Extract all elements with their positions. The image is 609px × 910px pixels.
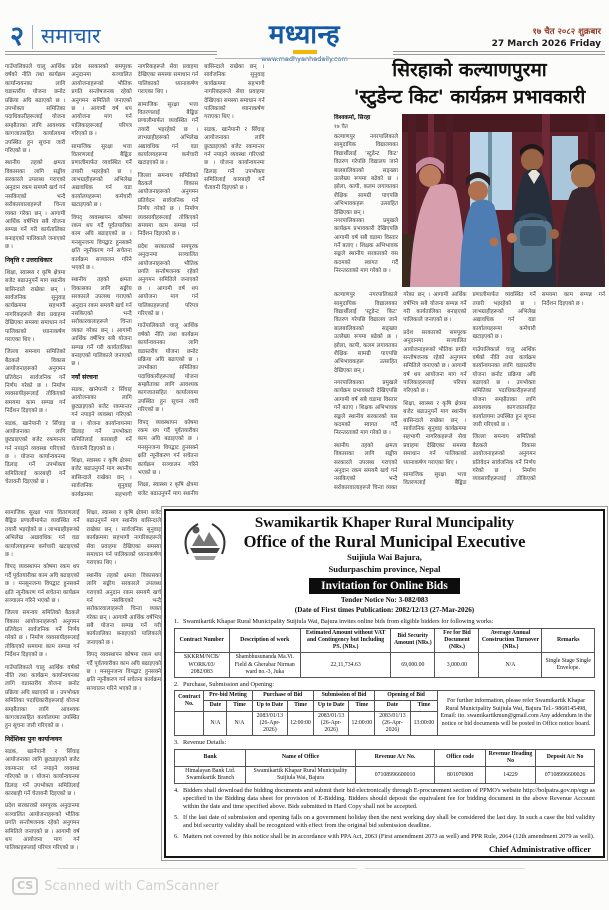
body-paragraph: गाउँपालिकाले चालु आर्थिक वर्षको नीति तथा कार्यक्रम कार्यान्वयनका लागि वडास्तरीय योजना छनोट प्रक्रिया अघि बढाएको छ । उपभोक्ता समितिका पदाधिकारीहरूलाई योजना सम्झौताका लागि आवश्यक कागजातसहित कार्यालयमा उपस्थित हुन सूचना जारी गरिएको छ । (137, 323, 199, 414)
publication-date: (Date of First times Publication: 2082/12/13 (27-Mar-2026) (294, 605, 475, 614)
article-paragraph: नगरपालिकाका प्रमुखले कार्यक्रम प्रभावकारी देखिएपछि आगामी वर्ष सबै वडामा विस्तार गर्ने बताए । शिक्षक अभिभावक सङ्घले स्थानीय सरकारको यस कदमको स्वागत गर्दै निरन्तरताको माग गरेको छ । (334, 217, 398, 275)
item-text: Purchase, Submission and Opening: (183, 680, 274, 688)
col-header: Average Annual Construction Turnover (NRs.) (479, 628, 542, 653)
body-subhead: नयाँ संरचना (71, 373, 98, 381)
body-paragraph: शिक्षा, स्वास्थ्य र कृषि क्षेत्रमा बजेट बढाउनुपर्ने माग स्थानीय बासिन्दाले राखेका छन् । सार्वजनिक सुनुवाइ कार्यक्रममा सहभागी नागरिकहरूले सेवा प्रवाहमा देखिएका समस्या समाधान गर्न पालिकाको ध्यानाकर्षण गराएका थिए । (5, 269, 66, 344)
camscanner-watermark (12, 877, 219, 895)
item-text: If the last date of submission and opening falls on a government holiday then the next working day shall be considered the last day. In such a case the bid validity and bid security validity shall be recognized with effect from the original bid submission deadline. (183, 813, 595, 830)
item-number: 6. (174, 832, 179, 840)
article-paragraph: गाउँपालिकाले चालु आर्थिक वर्षको नीति तथा कार्यक्रम कार्यान्वयनका लागि वडास्तरीय योजना छनोट प्रक्रिया अघि बढाएको छ । उपभोक्ता समितिका पदाधिकारीहरूलाई योजना सम्झौताका लागि आवश्यक कागजातसहित कार्यालयमा उपस्थित हुन सूचना जारी गरिएको छ । (472, 346, 536, 429)
col-header: Remarks (542, 628, 595, 653)
header-divider (32, 25, 33, 49)
table-header-row (175, 749, 595, 766)
body-paragraph: शिक्षा, स्वास्थ्य र कृषि क्षेत्रमा बजेट बढाउनुपर्ने माग स्थानीय बासिन्दाले राखेका छन् । सार्वजनिक सुनुवाइ कार्यक्रममा सहभागी नागरिकहरूले सेवा प्रवाहमा देखिएका समस्या समाधान गर्न पालिकाको ध्यानाकर्षण गराएका थिए । (137, 64, 265, 497)
cell-revenue-heading: 14229 (485, 766, 535, 783)
headline-line-1: सिरहाको कल्याणपुरमा (392, 59, 547, 81)
date-english: 27 March 2026 Friday (491, 38, 601, 49)
revenue-table (174, 749, 595, 785)
item-number: 3. (174, 738, 179, 746)
page-section-label (10, 23, 101, 50)
section-title: समाचार (41, 24, 101, 48)
notice-banner: Invitation for Online Bids (309, 578, 460, 594)
body-paragraph: जिल्ला समन्वय समितिको बैठकले विकास आयोजनाहरूको अनुगमन प्रतिवेदन सार्वजनिक गर्ने निर्णय गरेको छ । निर्माण व्यवसायीहरूलाई तोकिएको समयमा काम सम्पन्न गर्न निर्देशन दिइएको छ । (5, 349, 66, 415)
col-header: Bid Security Amount (NRs.) (391, 628, 435, 653)
article-paragraph: कल्याणपुर नगरपालिकाले सामुदायिक विद्यालयका विद्यार्थीलाई 'स्टुडेन्ट किट' वितरण गरेपछि विद्यालय जाने बालबालिकाको सङ्ख्या उल्लेख्य रूपमा बढेको छ । झोला, कापी, कलम लगायतका शैक्षिक सामग्री पाएपछि अभिभावकहरू उत्साहित देखिएका छन् । (334, 292, 398, 374)
col-group-header: Opening of Bid (375, 691, 438, 701)
item-number: 5. (174, 813, 179, 821)
article-paragraph: सामाजिक सुरक्षा भत्ता वितरणलाई बैङ्किङ प्रणालीमार्फत व्यवस्थित गर्ने तयारी भइरहेको छ । लाभग्राहीहरूको अभिलेख अद्यावधिक गर्न वडा कार्यालयहरूमा कर्मचारी खटाइएको छ । (403, 292, 536, 487)
body-paragraph: प्रदेश सरकारको समपूरक अनुदानमा सञ्चालित आयोजनाहरूको भौतिक प्रगति सन्तोषजनक रहेको अनुगमन समितिले जनाएको छ । आगामी वर्ष थप आयोजना माग गर्न पालिकाहरूलाई परिपत्र गरिएको छ । (5, 803, 80, 852)
notice-org-line2: Office of the Rural Municipal Executive (243, 532, 526, 552)
notice-item-1 (174, 618, 595, 626)
cell-prebid-date: N/A (204, 711, 227, 736)
body-paragraph: स्थानीय तहको क्षमता विकासका लागि सङ्घीय सरकारले उपलब्ध गराएको अनुदान रकम समयमै खर्च गर्न नसकिएको भन्दै सरोकारवालाहरूले चिन्ता व्यक्त गरेका छन् । आगामी आर्थिक वर्षभित्र सबै योजना सम्पन्न गर्ने गरी कार्यतालिका बनाइएको पालिकाले जनाएको छ । (5, 160, 66, 251)
article-dateline: १७ चैत (334, 123, 348, 130)
table-row (175, 653, 595, 678)
body-columns-bottom (5, 509, 161, 865)
scan-shadow-line (365, 868, 525, 869)
cell-submission-date: 2083/01/13 (26-Apr-2026) (313, 711, 349, 736)
table-group-header-row (175, 691, 595, 701)
body-paragraph: जिल्ला समन्वय समितिको बैठकले विकास आयोजनाहरूको अनुगमन प्रतिवेदन सार्वजनिक गर्ने निर्णय गरेको छ । निर्माण व्यवसायीहरूलाई तोकिएको समयमा काम सम्पन्न गर्न निर्देशन दिइएको छ । (5, 610, 80, 659)
body-paragraph: जिल्ला समन्वय समितिको बैठकले विकास आयोजनाहरूको अनुगमन प्रतिवेदन सार्वजनिक गर्ने निर्णय गरेको छ । निर्माण व्यवसायीहरूलाई तोकिएको समयमा काम सम्पन्न गर्न निर्देशन दिइएको छ । (137, 172, 199, 238)
body-columns-top (5, 63, 331, 506)
body-paragraph: सामाजिक सुरक्षा भत्ता वितरणलाई बैङ्किङ प्रणालीमार्फत व्यवस्थित गर्ने तयारी भइरहेको छ । लाभग्राहीहरूको अभिलेख अद्यावधिक गर्न वडा कार्यालयहरूमा कर्मचारी खटाइएको छ । (137, 101, 199, 167)
header-rule-right (393, 51, 605, 55)
notice-item-5 (174, 814, 595, 830)
cell-remarks: Single Stage Single Envelope. (542, 653, 595, 678)
col-subheader: Time (410, 701, 437, 711)
cell-office-code: 801076908 (435, 766, 485, 783)
cell-bank: Himalayan Bank Ltd. Swamikartik Branch (175, 766, 246, 783)
cell-submission-time: 12:00:00 (349, 711, 375, 736)
item-text: Revenue Details: (183, 738, 227, 746)
notice-org-line1: Swamikartik Khaper Rural Muncipality (254, 515, 515, 531)
body-paragraph: सडक, खानेपानी र सिँचाइ आयोजनाका लागि छुट्याइएको बजेट रकमान्तर गर्न नपाइने व्यवस्था गरिएको छ । योजना कार्यान्वयनमा ढिलाइ गर्ने उपभोक्ता समितिलाई कारबाही गर्ने चेतावनी दिइएको छ । (5, 420, 66, 486)
body-paragraph: प्रदेश सरकारको समपूरक अनुदानमा सञ्चालित आयोजनाहरूको भौतिक प्रगति सन्तोषजनक रहेको अनुगमन समितिले जनाएको छ । आगामी वर्ष थप आयोजना माग गर्न पालिकाहरूलाई परिपत्र गरिएको छ । (71, 64, 132, 138)
col-subheader: Date (375, 701, 411, 711)
body-paragraph: प्रदेश सरकारको समपूरक अनुदानमा सञ्चालित आयोजनाहरूको भौतिक प्रगति सन्तोषजनक रहेको अनुगमन समितिले जनाएको छ । आगामी वर्ष थप आयोजना माग गर्न पालिकाहरूलाई परिपत्र गरिएको छ । (137, 243, 199, 317)
body-paragraph: गाउँपालिकाले चालु आर्थिक वर्षको नीति तथा कार्यक्रम कार्यान्वयनका लागि वडास्तरीय योजना छनोट प्रक्रिया अघि बढाएको छ । उपभोक्ता समितिका पदाधिकारीहरूलाई योजना सम्झौताका लागि आवश्यक कागजातसहित कार्यालयमा उपस्थित हुन सूचना जारी गरिएको छ । (5, 664, 80, 730)
col-header: Deposit A/c No (536, 749, 595, 766)
item-text: Bidders shall download the bidding documents and submit their bid electronically through E-procurement section of PPMO's website http://bolpatra.gov.np/egp as specified in the Bidding data sheet for provision of E-Bidding. Bidders should deposit the equivalent fee for bidding document in the above Revenue Account within the date and time specified above. Bids submitted in Hard Copy shall not be accepted. (183, 786, 595, 811)
article-paragraph: शिक्षा, स्वास्थ्य र कृषि क्षेत्रमा बजेट बढाउनुपर्ने माग स्थानीय बासिन्दाले राखेका छन् । सार्वजनिक सुनुवाइ कार्यक्रममा सहभागी नागरिकहरूले सेवा प्रवाहमा देखिएका समस्या समाधान गर्न पालिकाको ध्यानाकर्षण गराएका थिए । (403, 400, 467, 466)
works-table (174, 628, 595, 678)
body-subhead: निवृत्ति र उत्तराधिकार (5, 256, 53, 264)
col-subheader: Up to Date (313, 701, 349, 711)
body-paragraph: विपद् व्यवस्थापन कोषमा रकम थप गर्दै पूर्वतयारीका काम अघि बढाइएको छ । मनसुनजन्य विपद्बाट हुनसक्ने क्षति न्यूनीकरण गर्न सचेतना कार्यक्रम सञ्चालन गरिने भएको छ । (5, 564, 80, 604)
col-header: Revenue A/c No. (355, 749, 435, 766)
item-number: 2. (174, 680, 179, 688)
cell-deposit-account: 07108996600026 (536, 766, 595, 783)
notice-item-3 (174, 739, 595, 747)
cell-description: Shambhusunanda Ma.Vi. Field & Gherabar Nirman ward no.-3, Juka (229, 653, 300, 678)
cell-opening-date: 2083/01/13 (26-Apr-2026) (375, 711, 411, 736)
body-paragraph: सडक, खानेपानी र सिँचाइ आयोजनाका लागि छुट्याइएको बजेट रकमान्तर गर्न नपाइने व्यवस्था गरिएको छ । योजना कार्यान्वयनमा ढिलाइ गर्ने उपभोक्ता समितिलाई कारबाही गर्ने चेतावनी दिइएको छ । (71, 386, 132, 452)
cell-revenue-account: 07108996600010 (355, 766, 435, 783)
article-photo (402, 114, 605, 287)
camscanner-watermark-text: Scanned with CamScanner (44, 878, 220, 894)
header-rule-left (5, 51, 217, 55)
item-number: 1. (174, 617, 179, 625)
table-row (175, 766, 595, 783)
col-group-header: Purchase of Bid (252, 691, 313, 701)
masthead-title: मध्यान्ह (268, 20, 341, 50)
article-paragraph: प्रदेश सरकारको समपूरक अनुदानमा सञ्चालित आयोजनाहरूको भौतिक प्रगति सन्तोषजनक रहेको अनुगमन समितिले जनाएको छ । आगामी वर्ष थप आयोजना माग गर्न पालिकाहरूलाई परिपत्र गरिएको छ । (403, 329, 467, 395)
body-paragraph: सामाजिक सुरक्षा भत्ता वितरणलाई बैङ्किङ प्रणालीमार्फत व्यवस्थित गर्ने तयारी भइरहेको छ । लाभग्राहीहरूको अभिलेख अद्यावधिक गर्न वडा कार्यालयहरूमा कर्मचारी खटाइएको छ । (71, 143, 132, 209)
article-paragraph: स्थानीय तहको क्षमता विकासका लागि सङ्घीय सरकारले उपलब्ध गराएको अनुदान रकम समयमै खर्च गर्न नसकिएको भन्दै सरोकारवालाहरूले चिन्ता व्यक्त गरेका छन् । आगामी आर्थिक वर्षभित्र सबै योजना सम्पन्न गर्ने गरी कार्यतालिका बनाइएको पालिकाले जनाएको छ । (334, 292, 467, 491)
item-number: 4. (174, 786, 179, 794)
body-paragraph: शिक्षा, स्वास्थ्य र कृषि क्षेत्रमा बजेट बढाउनुपर्ने माग स्थानीय बासिन्दाले राखेका छन् । सार्वजनिक सुनुवाइ कार्यक्रममा सहभागी नागरिकहरूले सेवा प्रवाहमा देखिएका समस्या समाधान गर्न पालिकाको ध्यानाकर्षण गराएका थिए । (71, 64, 199, 498)
masthead-ribbon (293, 50, 317, 54)
cell-further-information: For further information, please refer Swamikartik Khapar Rural Municipality Suijiula Wai, Bajura Tel.- 9868145498, Email: ito. swamikartikmun@gmail.com Any addendum in the notice or bid documents will be posted in Office notice board. (438, 691, 595, 736)
scan-shadow-line (57, 868, 357, 869)
col-header: Estimated Amount without VAT and Contingency but Including PS. (NRs.) (300, 628, 390, 653)
headline-line-2: 'स्टुडेन्ट किट' कार्यक्रम प्रभावकारी (353, 85, 586, 108)
body-paragraph: विपद् व्यवस्थापन कोषमा रकम थप गर्दै पूर्वतयारीका काम अघि बढाइएको छ । मनसुनजन्य विपद्बाट हुनसक्ने क्षति न्यूनीकरण गर्न सचेतना कार्यक्रम सञ्चालन गरिने भएको छ । (137, 419, 199, 476)
article-byline: विश्वकर्मा, सिरहा (334, 115, 371, 122)
col-header: Bank (175, 749, 246, 766)
notice-item-4 (174, 787, 595, 812)
body-paragraph: विपद् व्यवस्थापन कोषमा रकम थप गर्दै पूर्वतयारीका काम अघि बढाइएको छ । मनसुनजन्य विपद्बाट हुनसक्ने क्षति न्यूनीकरण गर्न सचेतना कार्यक्रम सञ्चालन गरिने भएको छ । (71, 214, 132, 271)
cell-bid-security: 69,000.00 (391, 653, 435, 678)
cell-fee: 3,000.00 (435, 653, 479, 678)
table-header-row (175, 628, 595, 653)
body-paragraph: स्थानीय तहको क्षमता विकासका लागि सङ्घीय सरकारले उपलब्ध गराएको अनुदान रकम समयमै खर्च गर्न नसकिएको भन्दै सरोकारवालाहरूले चिन्ता व्यक्त गरेका छन् । आगामी आर्थिक वर्षभित्र सबै योजना सम्पन्न गर्ने गरी कार्यतालिका बनाइएको पालिकाले जनाएको छ । (71, 277, 132, 368)
cell-contract-number: SKKRM/NCB/ WORK/03/ 2082/083 (175, 653, 230, 678)
article-headline (334, 57, 605, 110)
body-paragraph: सडक, खानेपानी र सिँचाइ आयोजनाका लागि छुट्याइएको बजेट रकमान्तर गर्न नपाइने व्यवस्था गरिएको छ । योजना कार्यान्वयनमा ढिलाइ गर्ने उपभोक्ता समितिलाई कारबाही गर्ने चेतावनी दिइएको छ । (204, 126, 265, 192)
notice-address-line2: Sudurpaschim province, Nepal (328, 563, 441, 574)
masthead-website: www.madhyanhadaily.com (261, 55, 348, 64)
col-header: Office code (435, 749, 485, 766)
col-subheader: Time (227, 701, 252, 711)
article-top-row (334, 114, 605, 287)
item-text: Swamikartik Khapar Rural Municipality Suijiula Wai, Bajura invites online bids from eligible bidders for following works: (183, 617, 494, 625)
body-paragraph: सामाजिक सुरक्षा भत्ता वितरणलाई बैङ्किङ प्रणालीमार्फत व्यवस्थित गर्ने तयारी भइरहेको छ । लाभग्राहीहरूको अभिलेख अद्यावधिक गर्न वडा कार्यालयहरूमा कर्मचारी खटाइएको छ । (5, 510, 80, 558)
article-paragraph: नगरपालिकाका प्रमुखले कार्यक्रम प्रभावकारी देखिएपछि आगामी वर्ष सबै वडामा विस्तार गर्ने बताए । शिक्षक अभिभावक सङ्घले स्थानीय सरकारको यस कदमको स्वागत गर्दै निरन्तरताको माग गरेको छ । (334, 380, 398, 437)
col-subheader: Up to Date (252, 701, 288, 711)
cell-estimated-amount: 22,11,734.63 (300, 653, 390, 678)
cell-purchase-date: 2083/01/13 (26-Apr-2026) (252, 711, 288, 736)
cell-office-name: Swamikartik Khapar Rural Municipality Suijiula Wai, Bajura (246, 766, 355, 783)
body-paragraph: स्थानीय तहको क्षमता विकासका लागि सङ्घीय सरकारले उपलब्ध गराएको अनुदान रकम समयमै खर्च गर्न नसकिएको भन्दै सरोकारवालाहरूले चिन्ता व्यक्त गरेका छन् । आगामी आर्थिक वर्षभित्र सबै योजना सम्पन्न गर्ने गरी कार्यतालिका बनाइएको पालिकाले जनाएको छ । (86, 572, 161, 646)
article-columns (334, 291, 605, 492)
notice-header (174, 515, 595, 615)
col-group-header: Pre-bid Meting (204, 691, 252, 701)
cell-contract-no (175, 711, 204, 736)
col-header: Name of Office (246, 749, 355, 766)
cell-purchase-time: 12:00:00 (288, 711, 314, 736)
col-group-header: Submission of Bid (313, 691, 374, 701)
article-paragraph: कल्याणपुर नगरपालिकाले सामुदायिक विद्यालयका विद्यार्थीलाई 'स्टुडेन्ट किट' वितरण गरेपछि विद्यालय जाने बालबालिकाको सङ्ख्या उल्लेख्य रूपमा बढेको छ । झोला, कापी, कलम लगायतका शैक्षिक सामग्री पाएपछि अभिभावकहरू उत्साहित देखिएका छन् । (334, 133, 398, 216)
notice-item-6 (174, 833, 595, 841)
tender-number: Tender Notice No: 3-082/083 (340, 595, 429, 604)
col-subheader: Time (349, 701, 375, 711)
body-paragraph: शिक्षा, स्वास्थ्य र कृषि क्षेत्रमा बजेट बढाउनुपर्ने माग स्थानीय बासिन्दाले राखेका छन् । सार्वजनिक सुनुवाइ कार्यक्रममा सहभागी नागरिकहरूले सेवा प्रवाहमा देखिएका समस्या समाधान गर्न पालिकाको ध्यानाकर्षण गराएका थिए । (86, 510, 161, 567)
cell-opening-time: 13:00:00 (410, 711, 437, 736)
article-paragraph: जिल्ला समन्वय समितिको बैठकले विकास आयोजनाहरूको अनुगमन प्रतिवेदन सार्वजनिक गर्ने निर्णय गरेको छ । निर्माण व्यवसायीहरूलाई तोकिएको समयमा काम सम्पन्न गर्न निर्देशन दिइएको छ । (472, 292, 605, 483)
col-header: Fee for Bid Document (NRs.) (435, 628, 479, 653)
item-text: Matters not covered by this notice shall be in accordance with PPA Act, 2063 (First amendment 2073 as well) and PPR Rule, 2064 (12th amendment 2079 as well). (183, 832, 595, 840)
date-block (492, 27, 601, 49)
cell-turnover: N/A (479, 653, 542, 678)
signature-line: Chief Administrative officer (489, 843, 591, 854)
col-header: Description of work (229, 628, 300, 653)
notice-item-2 (174, 681, 595, 689)
body-subhead: निर्देशिका पुनः कार्यान्वयन (5, 735, 62, 743)
page-number: २ (10, 21, 25, 52)
nepal-emblem-icon (182, 518, 228, 564)
col-header: Contract No. (175, 691, 204, 711)
col-header: Revenue Heading No (485, 749, 535, 766)
date-nepali: १७ चैत २०८२ शुक्रबार (532, 27, 601, 37)
body-paragraph: सडक, खानेपानी र सिँचाइ आयोजनाका लागि छुट्याइएको बजेट रकमान्तर गर्न नपाइने व्यवस्था गरिएको छ । योजना कार्यान्वयनमा ढिलाइ गर्ने उपभोक्ता समितिलाई कारबाही गर्ने चेतावनी दिइएको छ । (5, 749, 80, 798)
lead-article (334, 57, 605, 492)
col-subheader: Date (204, 701, 227, 711)
tender-notice-box (164, 509, 605, 858)
notice-address-line1: Suijiula Wai Bajura, (347, 552, 422, 563)
article-lead-column (334, 114, 398, 287)
col-header: Contract Number (175, 628, 230, 653)
col-subheader: Time (288, 701, 314, 711)
body-paragraph: गाउँपालिकाले चालु आर्थिक वर्षको नीति तथा कार्यक्रम कार्यान्वयनका लागि वडास्तरीय योजना छनोट प्रक्रिया अघि बढाएको छ । उपभोक्ता समितिका पदाधिकारीहरूलाई योजना सम्झौताका लागि आवश्यक कागजातसहित कार्यालयमा उपस्थित हुन सूचना जारी गरिएको छ । (5, 64, 66, 154)
camscanner-badge-icon: CS (12, 877, 38, 895)
schedule-table (174, 690, 595, 736)
body-paragraph: विपद् व्यवस्थापन कोषमा रकम थप गर्दै पूर्वतयारीका काम अघि बढाइएको छ । मनसुनजन्य विपद्बाट हुनसक्ने क्षति न्यूनीकरण गर्न सचेतना कार्यक्रम सञ्चालन गरिने भएको छ । (86, 652, 161, 692)
cell-prebid-time: N/A (227, 711, 252, 736)
